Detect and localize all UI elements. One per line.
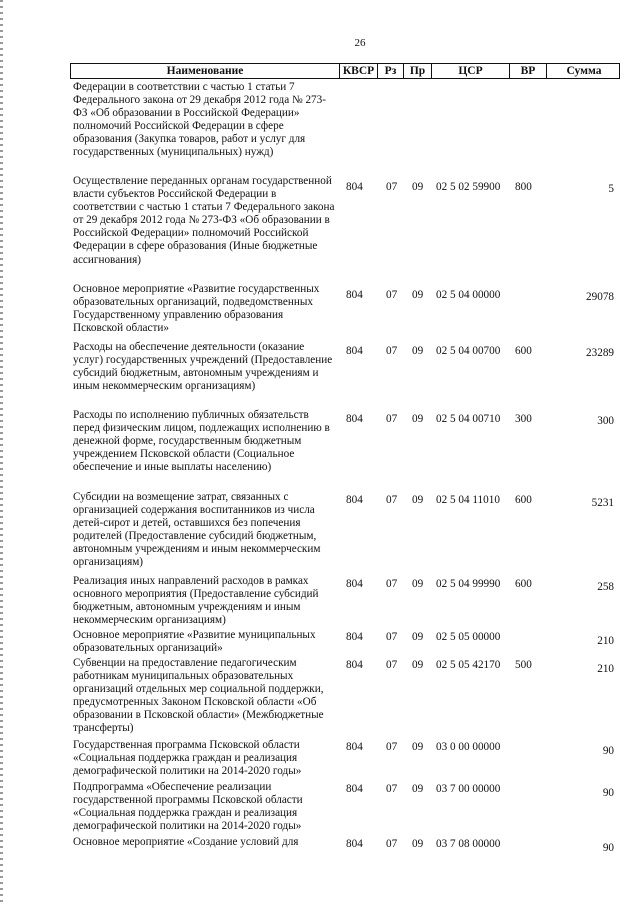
row-name: Федерации в соответствии с частью 1 статьи 7 Федерального закона от 29 декабря 2012 года № 273-ФЗ «Об образовании в Российской Федерации» полномочий Российской Федерации в сфере образования (Закупка товаров, работ и услуг для государственных (муниципальных) нужд) (73, 81, 326, 159)
row-sum: 5231 (591, 497, 614, 509)
row-name: Осуществление переданных органам государственной власти субъектов Российской Федерации в соответствии с частью 1 статьи 7 Федерального закона от 29 декабря 2012 года № 273-ФЗ «Об образовании в Российской Федерации» полномочий Российской Федерации в сфере образования (Иные бюджетные ассигнования) (73, 175, 335, 266)
scan-page-edge (0, 0, 3, 905)
row-vr: 600 (515, 494, 532, 506)
row-vr: 600 (515, 578, 532, 590)
row-name: Основное мероприятие «Создание условий для (73, 836, 299, 848)
row-csr: 02 5 05 42170 (436, 659, 501, 671)
row-vr: 800 (515, 181, 532, 193)
row-csr: 02 5 04 00700 (436, 345, 501, 357)
row-pr: 09 (412, 494, 424, 506)
row-pr: 09 (412, 578, 424, 590)
row-name: Реализация иных направлений расходов в рамках основного мероприятия (Предоставление субсидий бюджетным, автономным учреждениям и иным некоммерческим организациям) (73, 575, 319, 627)
row-kvsr: 804 (346, 289, 363, 301)
table-header (70, 63, 620, 79)
row-sum: 90 (602, 745, 614, 757)
row-pr: 09 (412, 659, 424, 671)
row-sum: 29078 (586, 291, 614, 303)
page-number: 26 (354, 37, 366, 49)
header-pr: Пр (403, 64, 431, 78)
row-name: Субсидии на возмещение затрат, связанных с организацией содержания воспитанников из числа детей-сирот и детей, оставшихся без попечения родителей (Предоставление субсидий бюджетным, автономным учреждениям и иным некоммерческим организациям) (73, 491, 321, 569)
header-name: Наименование (166, 65, 244, 77)
row-sum: 5 (608, 183, 614, 195)
row-kvsr: 804 (346, 413, 363, 425)
row-sum: 300 (597, 415, 614, 427)
row-kvsr: 804 (346, 783, 363, 795)
row-rz: 07 (386, 181, 398, 193)
row-sum: 210 (597, 663, 614, 675)
row-rz: 07 (386, 494, 398, 506)
row-pr: 09 (412, 783, 424, 795)
row-rz: 07 (386, 741, 398, 753)
row-name: Расходы на обеспечение деятельности (оказание услуг) государственных учреждений (Предоставление субсидий бюджетным, автономным учреждениям и иным некоммерческим организациям) (73, 341, 333, 393)
row-kvsr: 804 (346, 838, 363, 850)
row-sum: 90 (602, 842, 614, 854)
header-kvsr: КВСР (339, 64, 377, 78)
row-kvsr: 804 (346, 345, 363, 357)
row-kvsr: 804 (346, 659, 363, 671)
row-rz: 07 (386, 289, 398, 301)
row-rz: 07 (386, 783, 398, 795)
row-sum: 23289 (586, 347, 614, 359)
header-rz: Рз (377, 64, 403, 78)
row-name: Основное мероприятие «Развитие муниципальных образовательных организаций» (73, 629, 316, 655)
row-vr: 500 (515, 659, 532, 671)
row-kvsr: 804 (346, 578, 363, 590)
row-rz: 07 (386, 838, 398, 850)
row-pr: 09 (412, 838, 424, 850)
row-csr: 03 7 08 00000 (436, 838, 501, 850)
row-csr: 02 5 05 00000 (436, 631, 501, 643)
row-vr: 600 (515, 345, 532, 357)
header-csr: ЦСР (431, 64, 509, 78)
row-rz: 07 (386, 345, 398, 357)
row-kvsr: 804 (346, 741, 363, 753)
row-rz: 07 (386, 578, 398, 590)
row-pr: 09 (412, 289, 424, 301)
row-name: Расходы по исполнению публичных обязательств перед физическим лицом, подлежащих исполнению в денежной форме, государственным бюджетным учреждением Псковской области (Социальное обеспечение и иные выплаты населению) (73, 409, 330, 474)
row-sum: 90 (602, 787, 614, 799)
row-name: Субвенции на предоставление педагогическим работникам муниципальных образовательных организаций отдельных мер социальной поддержки, предусмотренных Законом Псковской области «Об образовании в Псковской области» (Межбюджетные трансферты) (73, 657, 324, 735)
header-sum: Сумма (546, 64, 621, 78)
row-pr: 09 (412, 345, 424, 357)
row-csr: 02 5 04 11010 (436, 494, 500, 506)
row-csr: 02 5 04 00710 (436, 413, 501, 425)
row-csr: 02 5 04 00000 (436, 289, 501, 301)
row-csr: 02 5 02 59900 (436, 181, 501, 193)
row-pr: 09 (412, 413, 424, 425)
budget-table (70, 63, 620, 885)
row-pr: 09 (412, 741, 424, 753)
row-csr: 03 0 00 00000 (436, 741, 501, 753)
row-pr: 09 (412, 631, 424, 643)
row-csr: 02 5 04 99990 (436, 578, 501, 590)
header-vr: ВР (509, 64, 546, 78)
row-vr: 300 (515, 413, 532, 425)
row-rz: 07 (386, 413, 398, 425)
row-rz: 07 (386, 631, 398, 643)
row-name: Подпрограмма «Обеспечение реализации государственной программы Псковской области «Социальная поддержка граждан и реализация демографической политики на 2014-2020 годы» (73, 781, 303, 833)
row-sum: 258 (597, 581, 614, 593)
row-rz: 07 (386, 659, 398, 671)
row-name: Основное мероприятие «Развитие государственных образовательных организаций, подведомственных Государственному управлению образования Псковской области» (73, 283, 320, 335)
row-csr: 03 7 00 00000 (436, 783, 501, 795)
row-name: Государственная программа Псковской области «Социальная поддержка граждан и реализация демографической политики на 2014-2020 годы» (73, 739, 302, 778)
row-kvsr: 804 (346, 181, 363, 193)
row-pr: 09 (412, 181, 424, 193)
row-kvsr: 804 (346, 494, 363, 506)
row-sum: 210 (597, 635, 614, 647)
row-kvsr: 804 (346, 631, 363, 643)
